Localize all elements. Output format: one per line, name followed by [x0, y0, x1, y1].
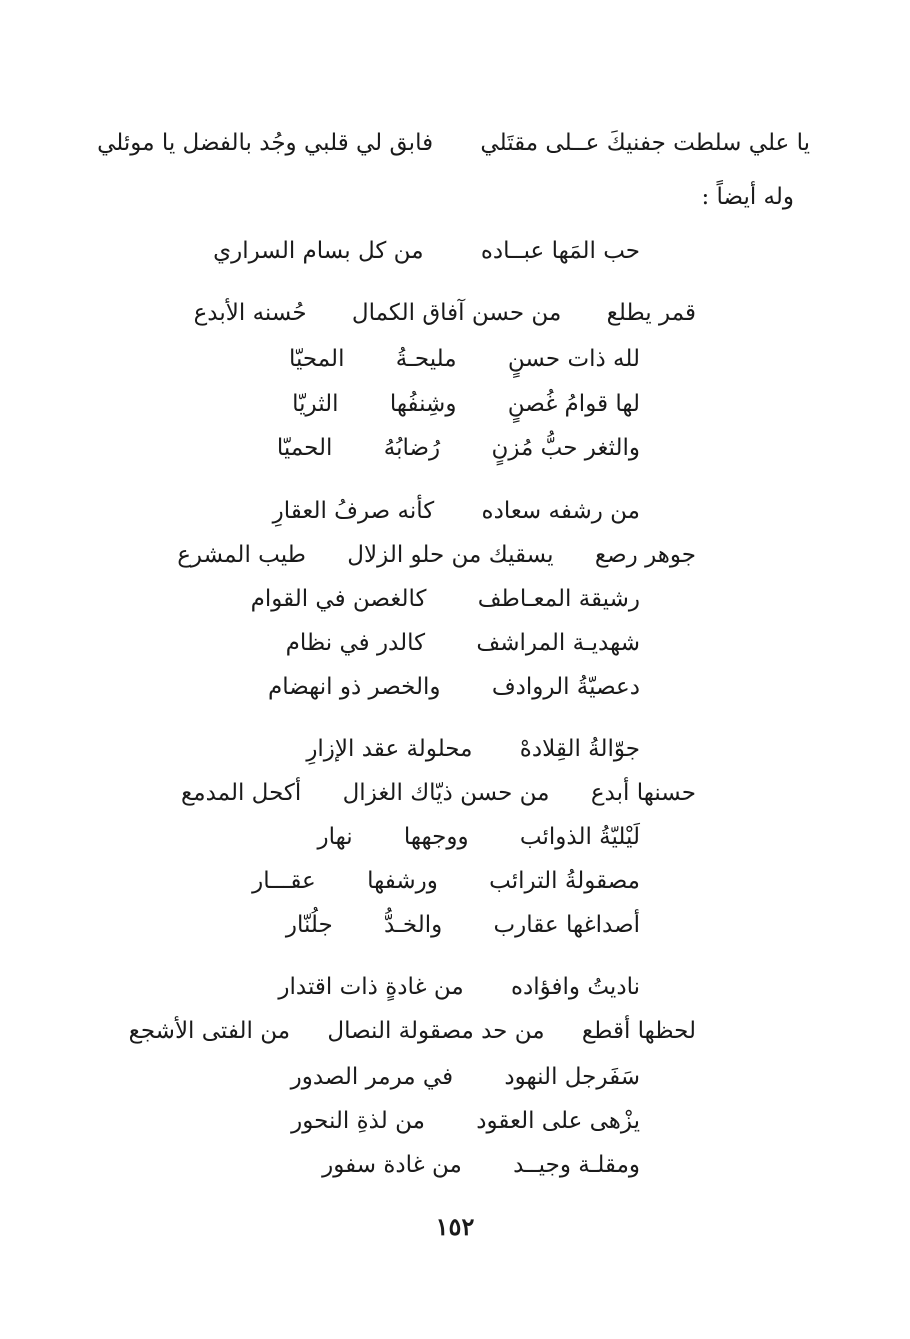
stanza-lead-line: [194, 298, 696, 328]
line-part: من لذةِ النحور: [291, 1108, 425, 1134]
line-part: كالدر في نظام: [285, 630, 426, 656]
stanza-line: [322, 1150, 640, 1180]
page-number: ١٥٢: [435, 1212, 475, 1241]
stanza-lead-line: [181, 778, 696, 808]
line-part: نهار: [317, 824, 353, 850]
head-part: محلولة عقد الإزارِ: [306, 736, 473, 762]
lead-part: قمر يطلع: [606, 300, 696, 326]
stanza-line: [289, 344, 640, 374]
stanza-lead-line: [177, 540, 696, 570]
stanza-line: [286, 628, 640, 658]
head-part: من رشفه سعاده: [481, 498, 640, 524]
line-part: يزْهى على العقود: [476, 1108, 640, 1134]
line-part: الحميّا: [276, 435, 333, 461]
stanza-line: [277, 433, 640, 463]
line-part: رشيقة المعـاطف: [477, 586, 640, 612]
lead-part: أكحل المدمع: [181, 780, 302, 806]
stanza-lead-line: [129, 1016, 696, 1046]
opening-verse: [97, 128, 810, 158]
line-part: كالغصن في القوام: [250, 586, 427, 612]
intro-line: وله أيضاً :: [701, 184, 794, 210]
line-part: في مرمر الصدور: [290, 1064, 454, 1090]
line-part: المحيّا: [288, 346, 345, 372]
lead-part: حُسنه الأبدع: [193, 300, 307, 326]
line-part: سَفَرجل النهود: [504, 1064, 640, 1090]
lead-part: طيب المشرع: [177, 542, 306, 568]
line-part: ورشفها: [367, 868, 438, 894]
line-part: والثغر حبُّ مُزنٍ: [491, 435, 640, 461]
stanza-line: [251, 584, 640, 614]
refrain-part: من كل بسام السراري: [213, 238, 424, 264]
stanza-line: [317, 822, 640, 852]
stanza-head-line: [278, 972, 640, 1002]
stanza-line: [291, 1106, 640, 1136]
line-part: والخـدُّ: [384, 912, 443, 938]
line-part: لَيْليّةُ الذوائب: [519, 824, 640, 850]
line-part: والخصر ذو انهضام: [267, 674, 441, 700]
verse-second-half: فابق لي قلبي وجُد بالفضل يا موئلي: [97, 130, 434, 156]
lead-part: يسقيك من حلو الزلال: [347, 542, 554, 568]
stanza-head-line: [306, 734, 640, 764]
line-part: شهديـة المراشف: [476, 630, 640, 656]
line-part: أصداغها عقارب: [493, 912, 640, 938]
refrain-part: حب المَها عبــاده: [480, 238, 640, 264]
line-part: رُضابُهُ: [383, 435, 441, 461]
stanza-line: [292, 389, 640, 419]
line-part: مصقولةُ الترائب: [489, 868, 640, 894]
verse-first-half: يا علي سلطت جفنيكَ عــلى مقتَلي: [480, 130, 810, 156]
line-part: دعصيّةُ الروادف: [491, 674, 640, 700]
line-part: لها قوامُ غُصنٍ: [507, 391, 640, 417]
lead-part: من حسن ذيّاك الغزال: [342, 780, 550, 806]
refrain-line: [213, 236, 640, 266]
line-part: ومقلـة وجيــد: [513, 1152, 640, 1178]
line-part: جلُنّار: [285, 912, 333, 938]
line-part: من غادة سفور: [322, 1152, 462, 1178]
line-part: وشِنفُها: [389, 391, 457, 417]
lead-part: من حد مصقولة النصال: [327, 1018, 545, 1044]
stanza-line: [286, 910, 640, 940]
lead-part: من حسن آفاق الكمال: [351, 300, 562, 326]
line-part: عقـــار: [252, 868, 316, 894]
stanza-line: [268, 672, 640, 702]
line-part: الثريّا: [292, 391, 339, 417]
lead-part: من الفتى الأشجع: [128, 1018, 291, 1044]
head-part: جوّالةُ القِلادهْ: [519, 736, 640, 762]
stanza-head-line: [273, 496, 640, 526]
line-part: لله ذات حسنٍ: [507, 346, 640, 372]
lead-part: جوهر رصع: [594, 542, 696, 568]
line-part: ووجهها: [403, 824, 469, 850]
line-part: مليحـةُ: [395, 346, 457, 372]
stanza-line: [252, 866, 640, 896]
stanza-line: [291, 1062, 640, 1092]
head-part: كأنه صرفُ العقارِ: [272, 498, 435, 524]
head-part: من غادةٍ ذات اقتدار: [278, 974, 464, 1000]
lead-part: لحظها أقطع: [581, 1018, 696, 1044]
head-part: ناديتُ وافؤاده: [510, 974, 640, 1000]
lead-part: حسنها أبدع: [590, 780, 696, 806]
